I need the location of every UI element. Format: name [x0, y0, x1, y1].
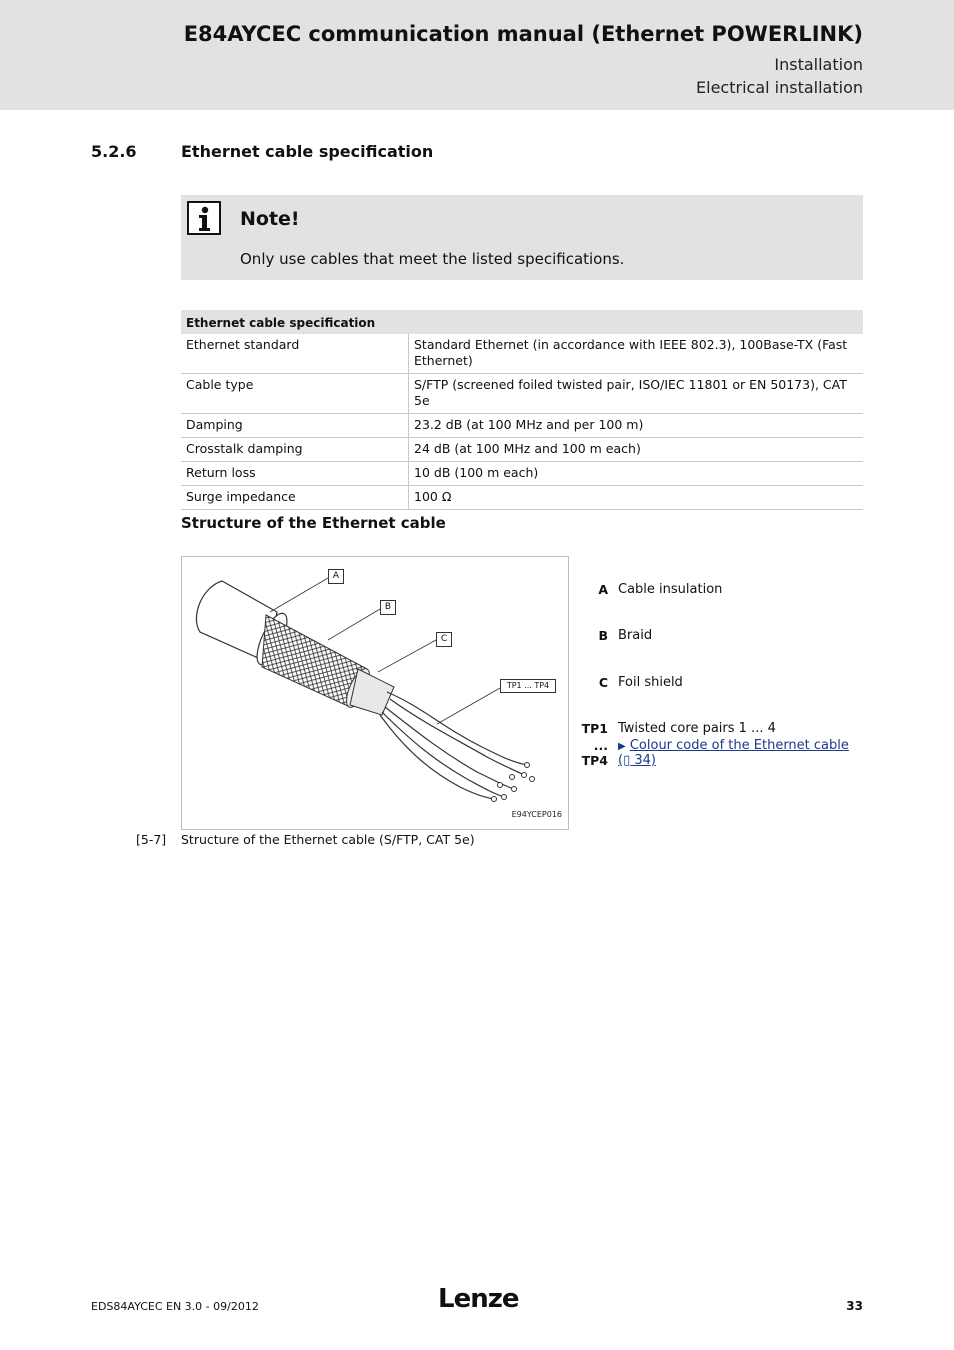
label-a: A [328, 569, 344, 584]
note-box [181, 195, 863, 280]
document-id: EDS84AYCEC EN 3.0 - 09/2012 [91, 1300, 259, 1313]
row-label: Ethernet standard [181, 334, 409, 374]
row-label: Return loss [181, 462, 409, 486]
legend-value: Braid [618, 628, 653, 643]
subchapter-name: Electrical installation [696, 78, 863, 97]
page-number: 33 [846, 1299, 863, 1313]
legend-key: B [598, 628, 608, 643]
row-value: 10 dB (100 m each) [409, 462, 864, 486]
legend-value: Cable insulation [618, 582, 723, 597]
link-arrow-icon: ▶ [618, 741, 626, 752]
row-value: 100 Ω [409, 486, 864, 510]
row-value: 23.2 dB (at 100 MHz and per 100 m) [409, 414, 864, 438]
row-label: Crosstalk damping [181, 438, 409, 462]
page-header [0, 0, 954, 110]
row-value: 24 dB (at 100 MHz and 100 m each) [409, 438, 864, 462]
label-c: C [436, 632, 452, 647]
table-row [181, 438, 863, 462]
section-number: 5.2.6 [91, 142, 137, 161]
table-row [181, 334, 863, 374]
table-row [181, 462, 863, 486]
legend-key-tp1: TP1 [581, 721, 608, 736]
table-row [181, 414, 863, 438]
figure-code: E94YCEP016 [511, 810, 562, 819]
book-icon: ▯ [623, 753, 631, 768]
label-tp: TP1 ... TP4 [500, 679, 556, 693]
manual-title: E84AYCEC communication manual (Ethernet POWERLINK) [183, 22, 863, 46]
row-label: Cable type [181, 374, 409, 414]
legend-value-tp: Twisted core pairs 1 ... 4 [618, 721, 776, 736]
row-label: Surge impedance [181, 486, 409, 510]
table-header: Ethernet cable specification [181, 310, 863, 334]
cable-illustration [182, 557, 568, 829]
figure-number: [5-7] [136, 832, 167, 847]
table-row [181, 374, 863, 414]
legend-key: C [598, 675, 608, 690]
legend-key-tp4: TP4 [581, 753, 608, 768]
colour-code-link[interactable]: Colour code of the Ethernet cable [629, 738, 849, 753]
chapter-name: Installation [774, 55, 863, 74]
info-icon [187, 201, 221, 235]
row-value: S/FTP (screened foiled twisted pair, ISO/IEC 11801 or EN 50173), CAT 5e [409, 374, 864, 414]
legend-value: Foil shield [618, 675, 683, 690]
note-text: Only use cables that meet the listed specifications. [240, 250, 625, 268]
legend-key: A [598, 582, 608, 597]
row-value: Standard Ethernet (in accordance with IEEE 802.3), 100Base-TX (Fast Ethernet) [409, 334, 864, 374]
row-label: Damping [181, 414, 409, 438]
structure-title: Structure of the Ethernet cable [181, 514, 446, 532]
spec-table [181, 310, 863, 510]
lenze-logo: Lenze [438, 1284, 519, 1314]
cable-figure [181, 556, 569, 830]
legend-key-ellipsis: ... [593, 738, 608, 753]
table-row [181, 486, 863, 510]
page-reference-link[interactable]: (▯ 34) [618, 753, 656, 768]
figure-caption: Structure of the Ethernet cable (S/FTP, CAT 5e) [181, 832, 475, 847]
note-title: Note! [240, 208, 300, 230]
label-b: B [380, 600, 396, 615]
section-title: Ethernet cable specification [181, 142, 434, 161]
